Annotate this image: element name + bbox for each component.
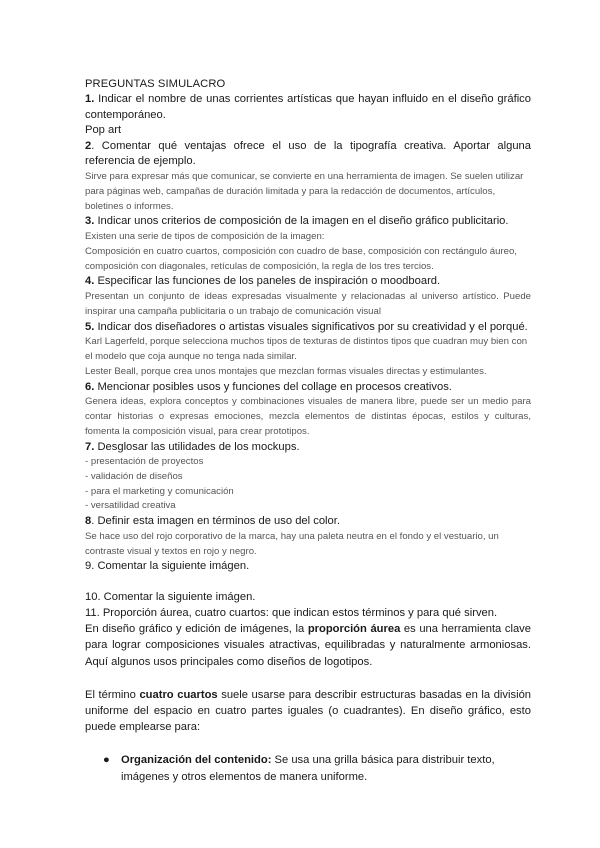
paragraph-text: suele usarse para describir estructuras basadas en la división uniforme del espacio en cuatro partes iguales (o cuadrantes). En diseño gráfico, esto puede emplearse para:	[85, 688, 532, 734]
question-6	[85, 380, 531, 396]
question-8	[85, 514, 531, 530]
bullet-text: Se usa una grilla básica para distribuir texto, imágenes y otros elementos de manera uniforme.	[121, 754, 495, 783]
question-text: Indicar dos diseñadores o artistas visuales significativos por su creatividad y el porqué.	[94, 320, 528, 333]
question-number: 7.	[85, 440, 95, 453]
document-content	[85, 76, 531, 785]
answer-2: Sirve para expresar más que comunicar, se convierte en una herramienta de imagen. Se suelen utilizar para páginas web, campañas de duración limitada y para la redacción de documentos, artículos, boletines o informes.	[85, 170, 524, 212]
question-text: Especificar las funciones de los paneles de inspiración o moodboard.	[94, 275, 441, 288]
spacer	[85, 670, 531, 687]
answer-4: Presentan un conjunto de ideas expresadas visualmente y relacionadas al universo artístico. Puede inspirar una campaña publicitaria o un trabajo de comunicación visual	[85, 290, 531, 317]
list-item: - versatilidad creativa	[85, 500, 176, 512]
question-number: 4.	[85, 275, 95, 288]
spacer	[85, 575, 531, 590]
question-text: . Comentar qué ventajas ofrece el uso de la tipografía creativa. Aportar alguna referencia de ejemplo.	[85, 139, 531, 168]
question-2	[85, 139, 531, 170]
paragraph-text: En diseño gráfico y edición de imágenes, la	[85, 623, 308, 636]
answer-5-first: Karl Lagerfeld, porque selecciona muchos tipos de texturas de distintos tipos que cuadran muy bien con el modelo que coja aunque no tenga nada similar.	[85, 336, 528, 362]
list-item: - presentación de proyectos	[85, 456, 204, 468]
question-text: Indicar el nombre de unas corrientes artísticas que hayan influido en el diseño gráfico contemporáneo.	[85, 93, 531, 121]
question-number: 8	[85, 515, 92, 528]
question-4	[85, 274, 531, 290]
answer-3-list: Composición en cuatro cuartos, composición con cuadro de base, composición con rectángulo áureo, composición con diagonales, retículas de composición, la regla de los tres tercios.	[85, 245, 517, 272]
question-3	[85, 214, 531, 230]
bold-term: proporción áurea	[307, 623, 401, 636]
document-title: PREGUNTAS SIMULACRO	[85, 78, 226, 90]
bullet-item	[85, 752, 531, 784]
four-quarters-paragraph	[85, 687, 531, 736]
question-text: Indicar unos criterios de composición de la imagen en el diseño gráfico publicitario.	[94, 215, 509, 228]
golden-ratio-paragraph	[85, 621, 531, 670]
question-text: . Definir esta imagen en términos de uso del color.	[91, 515, 340, 528]
question-number: 5.	[85, 320, 95, 333]
question-number: 1.	[85, 93, 95, 105]
list-item: - validación de diseños	[85, 470, 183, 482]
question-7	[85, 440, 531, 456]
bold-term: cuatro cuartos	[139, 688, 218, 701]
answer-6: Genera ideas, explora conceptos y combinaciones visuales de manera libre, puede ser un medio para contar historias o expresas emociones, mezcla elementos de distintas épocas, estilos y culturas, fomenta la composición visual, para crear prototipos.	[85, 396, 531, 437]
paragraph-text: El término	[85, 688, 140, 701]
question-10: 10. Comentar la siguiente imágen.	[85, 591, 256, 604]
question-1	[85, 92, 531, 123]
bullet-heading: Organización del contenido:	[121, 754, 272, 767]
question-9: 9. Comentar la siguiente imágen.	[85, 560, 250, 573]
question-number: 2	[85, 139, 92, 152]
answer-8: Se hace uso del rojo corporativo de la marca, hay una paleta neutra en el fondo y el vestuario, un contraste visual y textos en rojo y negro.	[85, 530, 499, 557]
question-number: 6.	[85, 380, 95, 393]
bullet-dot-icon: ●	[103, 754, 110, 767]
question-5	[85, 320, 531, 336]
spacer	[85, 735, 531, 752]
question-text: Mencionar posibles usos y funciones del collage en procesos creativos.	[94, 380, 452, 393]
question-11: 11. Proporción áurea, cuatro cuartos: que indican estos términos y para qué sirven.	[85, 606, 498, 619]
answer-3-intro: Existen una serie de tipos de composición de la imagen:	[85, 230, 325, 242]
answer-1: Pop art	[85, 124, 122, 137]
paragraph-text: es una herramienta clave para lograr composiciones visuales atractivas, equilibradas y naturalmente armoniosas. Aquí algunos usos principales como diseños de logotipos.	[85, 623, 531, 668]
question-number: 3.	[85, 215, 95, 228]
answer-5-second: Lester Beall, porque crea unos montajes que mezclan formas visuales directas y estimulantes.	[85, 365, 487, 377]
list-item: - para el marketing y comunicación	[85, 485, 234, 497]
question-text: Desglosar las utilidades de los mockups.	[94, 440, 300, 453]
